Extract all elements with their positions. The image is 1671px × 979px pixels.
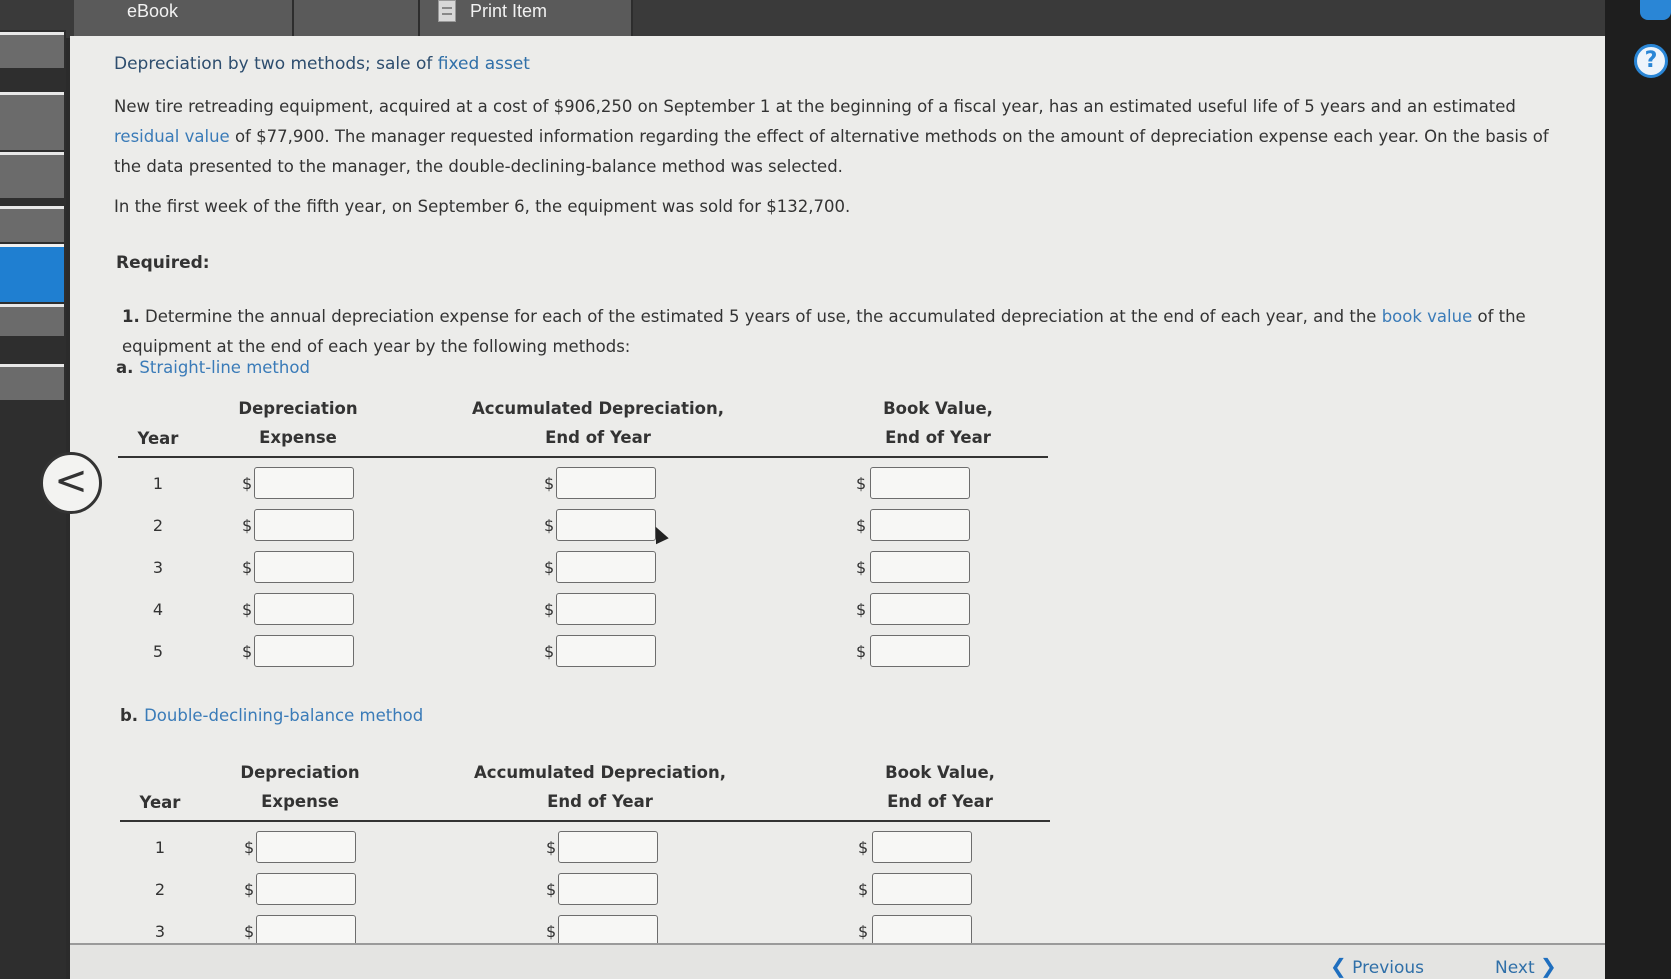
sidebar-item[interactable] [0,32,64,68]
table-row [120,872,1050,912]
currency-symbol: $ [858,922,869,941]
year-header: Year [137,429,179,448]
currency-symbol: $ [546,880,557,899]
currency-symbol: $ [242,474,253,493]
method-a-letter: a. [116,358,134,377]
table-row [120,914,1050,943]
year-cell: 3 [154,922,166,941]
accumulated-depreciation-input[interactable] [556,551,656,583]
back-button[interactable]: < [40,452,102,514]
book-value-header-line1: Book Value, [885,763,995,782]
depreciation-header-line1: Depreciation [238,399,358,418]
book-value-input[interactable] [870,551,970,583]
print-item-button[interactable] [420,0,633,38]
book-value-link[interactable]: book value [1381,307,1473,326]
book-value-input[interactable] [870,593,970,625]
book-value-input[interactable] [872,915,972,943]
depreciation-expense-input[interactable] [254,467,354,499]
bottom-nav [70,943,1605,979]
question-content [70,36,1605,943]
problem-paragraph-2: In the first week of the fifth year, on September 6, the equipment was sold for $132,700. [114,197,851,216]
year-cell: 5 [152,642,164,661]
top-toolbar [0,0,1610,38]
accumulated-header-line2: End of Year [545,428,651,447]
book-value-input[interactable] [870,467,970,499]
method-b-label [120,706,423,725]
next-button[interactable] [1495,954,1557,978]
currency-symbol: $ [544,558,555,577]
required-heading: Required: [116,253,210,273]
sidebar-item[interactable] [0,364,64,400]
accumulated-depreciation-input[interactable] [558,831,658,863]
table-row [120,830,1050,870]
currency-symbol: $ [242,642,253,661]
next-label: Next [1495,958,1535,978]
table-row [118,508,1048,548]
problem-title-text: Depreciation by two methods; sale of [114,54,438,74]
print-icon [438,0,456,22]
accumulated-depreciation-input[interactable] [556,509,656,541]
depreciation-expense-input[interactable] [256,915,356,943]
help-icon[interactable]: ? [1634,44,1668,78]
chevron-left-icon: ❮ [1330,954,1347,978]
sidebar-item[interactable] [0,304,64,336]
accumulated-depreciation-input[interactable] [558,915,658,943]
sidebar-item[interactable] [0,152,64,198]
question-1 [122,302,1562,362]
question-panel [70,36,1605,979]
currency-symbol: $ [856,558,867,577]
currency-symbol: $ [856,474,867,493]
problem-title [114,54,530,74]
depreciation-header-line2: Expense [261,792,339,811]
currency-symbol: $ [544,600,555,619]
book-value-header-line2: End of Year [885,428,991,447]
currency-symbol: $ [856,600,867,619]
book-value-header-line1: Book Value, [883,399,993,418]
year-cell: 1 [154,838,166,857]
depreciation-header-line1: Depreciation [240,763,360,782]
year-cell: 3 [152,558,164,577]
previous-label: Previous [1352,958,1425,978]
book-value-input[interactable] [872,831,972,863]
currency-symbol: $ [858,838,869,857]
currency-symbol: $ [544,474,555,493]
sidebar-item[interactable] [0,92,64,150]
right-edge [1605,0,1671,979]
book-value-input[interactable] [870,635,970,667]
table-row [118,592,1048,632]
depreciation-header-line2: Expense [259,428,337,447]
question-1-number: 1. [122,307,140,326]
accumulated-depreciation-input[interactable] [556,635,656,667]
double-declining-table [120,758,1050,943]
method-a-label [116,358,310,377]
currency-symbol: $ [244,880,255,899]
depreciation-expense-input[interactable] [254,593,354,625]
book-value-input[interactable] [872,873,972,905]
depreciation-expense-input[interactable] [256,873,356,905]
year-cell: 4 [152,600,164,619]
fixed-asset-link[interactable]: fixed asset [437,54,530,74]
header-rule [118,456,1048,458]
currency-symbol: $ [546,838,557,857]
sidebar-item[interactable] [0,206,64,242]
residual-value-link[interactable]: residual value [114,127,230,146]
table-row [118,466,1048,506]
year-header: Year [139,793,181,812]
depreciation-expense-input[interactable] [254,509,354,541]
sidebar-item-active[interactable] [0,244,64,302]
table-row [118,634,1048,674]
depreciation-expense-input[interactable] [254,635,354,667]
currency-symbol: $ [856,516,867,535]
chevron-right-icon: ❯ [1540,954,1557,978]
problem-paragraph-1 [114,92,1564,182]
question-1-text-b: of the equipment at the end of each year by the following methods: [122,307,1526,356]
currency-symbol: $ [244,838,255,857]
currency-symbol: $ [242,516,253,535]
year-cell: 2 [154,880,166,899]
year-cell: 1 [152,474,164,493]
currency-symbol: $ [544,516,555,535]
accumulated-depreciation-input[interactable] [556,467,656,499]
help-tab[interactable] [1640,0,1671,20]
currency-symbol: $ [242,600,253,619]
depreciation-expense-input[interactable] [256,831,356,863]
print-item-label: Print Item [470,1,548,21]
table-row [118,550,1048,590]
toolbar-blank-tab [294,0,420,38]
double-declining-link[interactable]: Double-declining-balance method [144,706,424,725]
para1-text-a: New tire retreading equipment, acquired at a cost of $906,250 on September 1 at the beginning of a fiscal year, has an estimated useful life of 5 years and an estimated [114,97,1516,116]
year-cell: 2 [152,516,164,535]
question-1-text-a: Determine the annual depreciation expense for each of the estimated 5 years of use, the accumulated depreciation at the end of each year, and the [145,307,1382,326]
ebook-tab-label: eBook [127,1,179,21]
book-value-header-line2: End of Year [887,792,993,811]
accumulated-header-line1: Accumulated Depreciation, [472,399,724,418]
currency-symbol: $ [546,922,557,941]
currency-symbol: $ [856,642,867,661]
currency-symbol: $ [858,880,869,899]
depreciation-expense-input[interactable] [254,551,354,583]
accumulated-header-line1: Accumulated Depreciation, [474,763,726,782]
currency-symbol: $ [242,558,253,577]
currency-symbol: $ [244,922,255,941]
accumulated-depreciation-input[interactable] [556,593,656,625]
para1-text-b: of $77,900. The manager requested information regarding the effect of alternative methods on the amount of depreciation expense each year. On the basis of the data presented to the manager, the double-declining-balance method was selected. [114,127,1549,176]
method-b-letter: b. [120,706,139,725]
straight-line-link[interactable]: Straight-line method [139,358,310,377]
header-rule [120,820,1050,822]
ebook-tab[interactable] [74,0,294,38]
previous-button[interactable] [1330,954,1424,978]
currency-symbol: $ [544,642,555,661]
accumulated-header-line2: End of Year [547,792,653,811]
book-value-input[interactable] [870,509,970,541]
accumulated-depreciation-input[interactable] [558,873,658,905]
straight-line-table [118,394,1048,694]
